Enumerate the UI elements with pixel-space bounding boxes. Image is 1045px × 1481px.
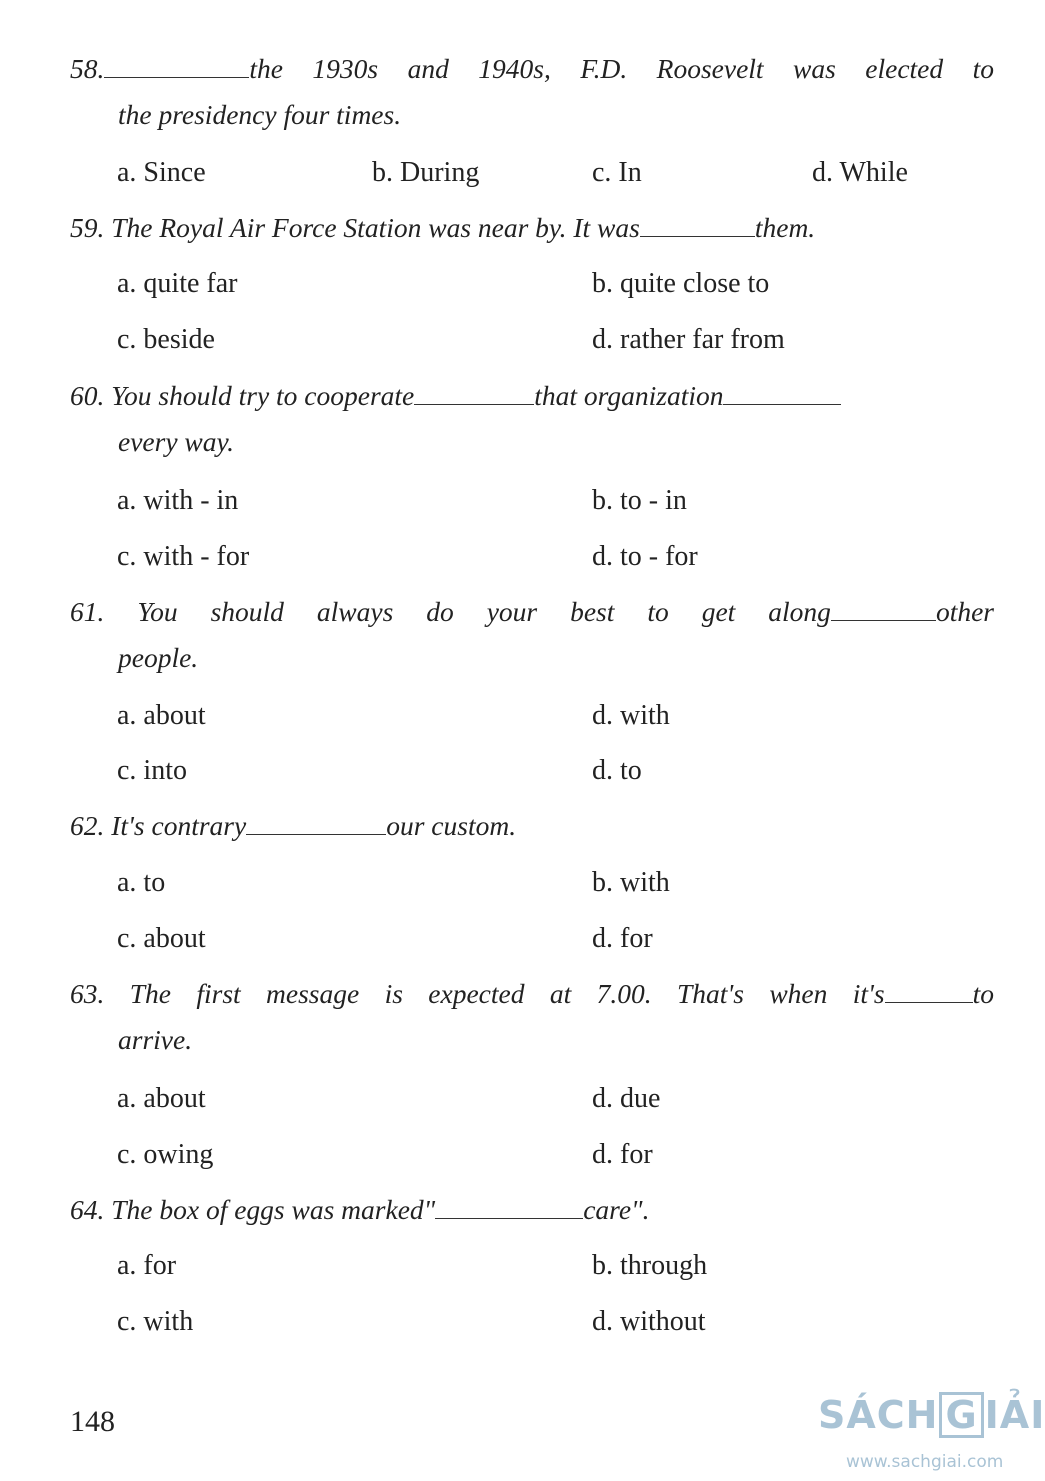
question-58-line1: 58. the 1930s and 1940s, F.D. Roosevelt was elected to xyxy=(70,53,994,84)
question-60-option-b: b. to - in xyxy=(592,485,687,516)
answer-blank xyxy=(104,55,249,78)
question-61-option-a: a. about xyxy=(117,700,206,731)
watermark-g-box: G xyxy=(939,1392,983,1438)
question-64-option-a: a. for xyxy=(117,1250,177,1281)
question-62-option-b: b. with xyxy=(592,867,670,898)
page-number: 148 xyxy=(70,1405,115,1438)
question-63-option-a: a. about xyxy=(117,1083,206,1114)
question-64-option-c: c. with xyxy=(117,1306,194,1337)
question-63-option-d: d. for xyxy=(592,1139,653,1170)
question-63-line2: arrive. xyxy=(118,1024,193,1055)
question-62: 62. It's contrary our custom. xyxy=(70,810,517,841)
question-58-option-c: c. In xyxy=(592,157,642,188)
question-59-option-c: c. beside xyxy=(117,324,215,355)
watermark-brand: SÁCH G IẢI xyxy=(818,1393,1045,1437)
question-64-option-b: b. through xyxy=(592,1250,708,1281)
sachgiai-watermark-logo xyxy=(818,1392,1045,1478)
question-64: 64. The box of eggs was marked" care". xyxy=(70,1194,650,1225)
question-61-option-d: d. to xyxy=(592,755,642,786)
answer-blank xyxy=(885,980,973,1003)
answer-blank xyxy=(831,598,936,621)
question-61 xyxy=(70,589,994,681)
question-59-option-a: a. quite far xyxy=(117,268,238,299)
answer-blank xyxy=(640,214,755,237)
watermark-url: www.sachgiai.com xyxy=(846,1452,1004,1472)
question-58 xyxy=(70,46,994,138)
answer-blank xyxy=(435,1196,583,1219)
answer-blank xyxy=(414,382,534,405)
answer-blank xyxy=(246,812,386,835)
question-60-option-d: d. to - for xyxy=(592,541,698,572)
question-61-option-b: d. with xyxy=(592,700,670,731)
question-60-option-a: a. with - in xyxy=(117,485,239,516)
question-58-option-d: d. While xyxy=(812,157,908,188)
question-62-option-a: a. to xyxy=(117,867,166,898)
question-58-option-b: b. During xyxy=(372,157,480,188)
question-61-line2: people. xyxy=(118,642,199,673)
question-61-option-c: c. into xyxy=(117,755,187,786)
question-63-option-b: d. due xyxy=(592,1083,661,1114)
question-63-line1: 63. The first message is expected at 7.00. That's when it's to xyxy=(70,978,994,1009)
question-59-option-b: b. quite close to xyxy=(592,268,770,299)
question-60: 60. You should try to cooperate that organization every way. xyxy=(70,373,994,465)
question-63-option-c: c. owing xyxy=(117,1139,214,1170)
question-62-option-c: c. about xyxy=(117,923,206,954)
question-59: 59. The Royal Air Force Station was near by. It was them. xyxy=(70,212,816,243)
question-59-option-d: d. rather far from xyxy=(592,324,785,355)
question-58-option-a: a. Since xyxy=(117,157,206,188)
question-58-line2: the presidency four times. xyxy=(118,99,402,130)
question-64-option-d: d. without xyxy=(592,1306,706,1337)
answer-blank xyxy=(723,382,841,405)
question-60-line2: every way. xyxy=(118,426,235,457)
question-62-option-d: d. for xyxy=(592,923,653,954)
question-60-option-c: c. with - for xyxy=(117,541,250,572)
question-61-line1: 61. You should always do your best to get along other xyxy=(70,596,994,627)
question-63 xyxy=(70,971,994,1063)
